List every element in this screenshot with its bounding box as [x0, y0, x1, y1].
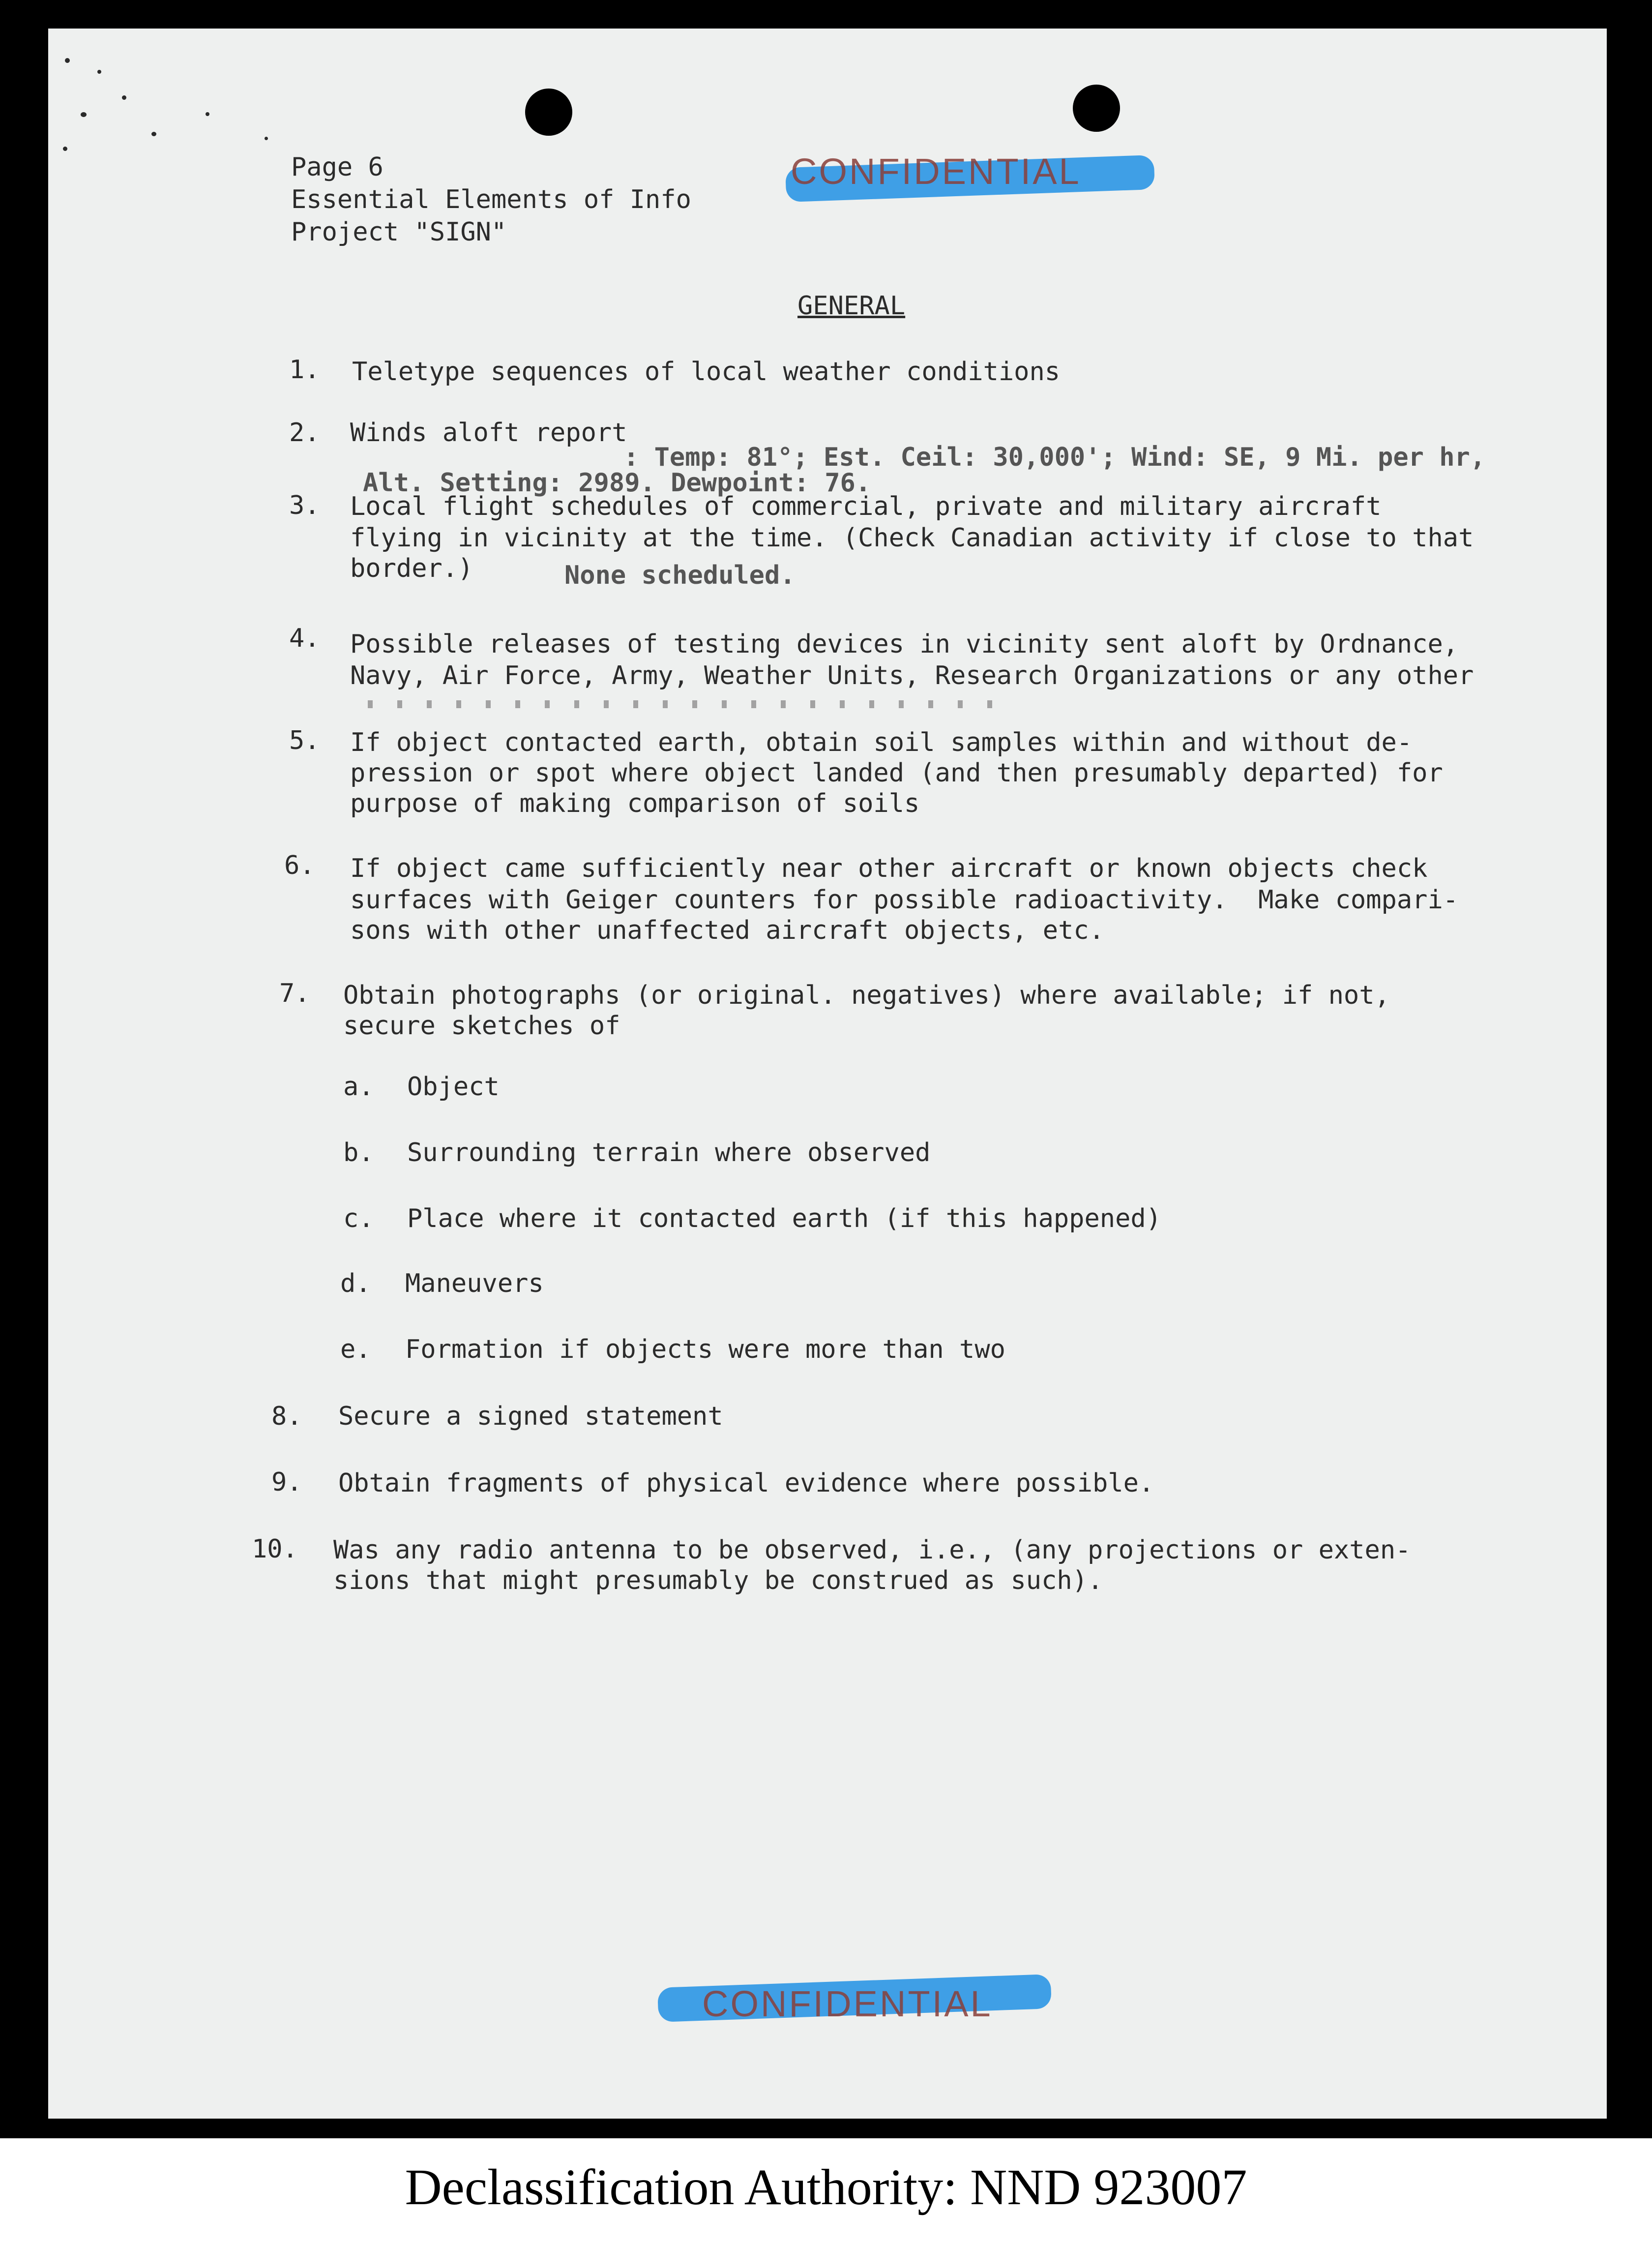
paper-sheet: [48, 29, 1607, 2119]
header-subject: Essential Elements of Info: [291, 185, 691, 214]
item-line: pression or spot where object landed (and then presumably departed) for: [350, 758, 1443, 788]
subitem-letter: a.: [343, 1072, 374, 1102]
subitem-letter: b.: [343, 1138, 374, 1167]
item-line: flying in vicinity at the time. (Check Canadian activity if close to that: [350, 523, 1474, 553]
item-number: 7.: [279, 979, 310, 1008]
item-line: Winds aloft report: [350, 418, 627, 448]
subitem-text: Surrounding terrain where observed: [407, 1138, 931, 1167]
item-line: sons with other unaffected aircraft objects, etc.: [350, 916, 1105, 945]
header-page-number: Page 6: [291, 152, 384, 182]
paper-speck: [151, 132, 156, 136]
subitem-letter: e.: [340, 1335, 371, 1364]
subitem-text: Formation if objects were more than two: [405, 1335, 1005, 1364]
item-4-obscured-line: [368, 700, 1007, 708]
confidential-stamp-top: [756, 142, 1169, 210]
item-line: Teletype sequences of local weather conditions: [352, 357, 1061, 387]
paper-speck: [97, 70, 101, 74]
punch-hole-right: [1073, 85, 1120, 132]
paper-speck: [265, 137, 268, 140]
punch-hole-left: [525, 89, 572, 136]
confidential-stamp-bottom: [653, 1961, 1105, 2030]
item-line: sions that might presumably be construed as such).: [333, 1566, 1103, 1595]
subitem-letter: c.: [343, 1204, 374, 1233]
item-line: purpose of making comparison of soils: [350, 789, 920, 818]
weather-annotation-line-1: : Temp: 81°; Est. Ceil: 30,000'; Wind: SE, 9 Mi. per hr,: [623, 443, 1486, 472]
item-line: Obtain fragments of physical evidence where possible.: [338, 1468, 1154, 1498]
item-line: If object came sufficiently near other aircraft or known objects check: [350, 854, 1428, 883]
stamp-label: CONFIDENTIAL: [791, 151, 1081, 192]
item-number: 3.: [289, 491, 320, 520]
header-project: Project "SIGN": [291, 217, 507, 247]
subitem-letter: d.: [340, 1269, 371, 1298]
subitem-text: Maneuvers: [405, 1269, 544, 1298]
footer-bar: [0, 2138, 1652, 2245]
paper-speck: [122, 95, 126, 100]
section-title: GENERAL: [797, 291, 906, 321]
paper-speck: [65, 58, 70, 63]
item-line: border.): [350, 554, 473, 583]
item-line: Possible releases of testing devices in vicinity sent aloft by Ordnance,: [350, 629, 1459, 659]
item-number: 6.: [284, 851, 315, 880]
item-line: Obtain photographs (or original. negatives) where available; if not,: [343, 981, 1390, 1010]
item-line: Navy, Air Force, Army, Weather Units, Research Organizations or any other: [350, 661, 1474, 690]
item-number: 9.: [271, 1467, 302, 1497]
item-number: 10.: [252, 1534, 298, 1564]
subitem-text: Place where it contacted earth (if this happened): [407, 1204, 1162, 1233]
item-line: surfaces with Geiger counters for possible radioactivity. Make compari-: [350, 885, 1459, 915]
paper-speck: [63, 147, 67, 151]
subitem-text: Object: [407, 1072, 500, 1102]
item-line: secure sketches of: [343, 1011, 620, 1041]
item-number: 8.: [271, 1402, 302, 1431]
item-number: 5.: [289, 726, 320, 755]
declassification-authority: Declassification Authority: NND 923007: [405, 2159, 1247, 2215]
item-line: If object contacted earth, obtain soil samples within and without de-: [350, 728, 1413, 757]
weather-annotation-line-2: Alt. Setting: 2989. Dewpoint: 76.: [363, 468, 871, 498]
paper-speck: [81, 112, 87, 117]
item-line: Secure a signed statement: [338, 1402, 723, 1431]
item-line: Was any radio antenna to be observed, i.e., (any projections or exten-: [333, 1535, 1411, 1565]
item-number: 1.: [289, 355, 320, 385]
item-number: 4.: [289, 624, 320, 653]
flights-annotation: None scheduled.: [564, 561, 796, 590]
item-number: 2.: [289, 418, 320, 448]
stamp-label: CONFIDENTIAL: [702, 1983, 993, 2024]
item-line: Local flight schedules of commercial, private and military aircraft: [350, 492, 1382, 521]
paper-speck: [206, 112, 209, 116]
